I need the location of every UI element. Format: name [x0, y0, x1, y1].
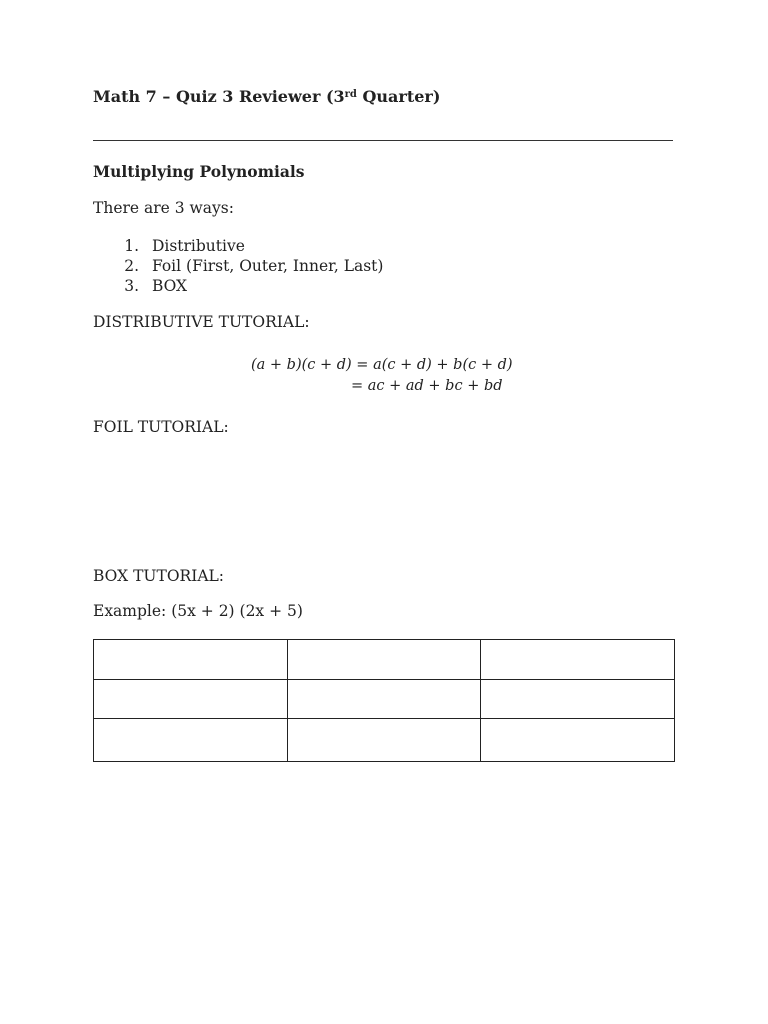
list-item [93, 236, 383, 256]
list-number: 3. [124, 277, 139, 295]
equation-line-1 [251, 357, 513, 373]
grid-cell [94, 640, 288, 680]
list-number: 2. [124, 257, 139, 275]
grid-cell [481, 640, 675, 680]
list-item [93, 276, 383, 296]
foil-heading: FOIL TUTORIAL: [93, 418, 229, 436]
distributive-heading: DISTRIBUTIVE TUTORIAL: [93, 313, 310, 331]
grid-cell [481, 719, 675, 762]
grid-cell [94, 680, 288, 719]
grid-cell [287, 640, 481, 680]
grid-cell [287, 719, 481, 762]
box-heading: BOX TUTORIAL: [93, 567, 225, 585]
box-example: Example: (5x + 2) (2x + 5) [93, 602, 303, 620]
list-item [93, 256, 383, 276]
grid-cell [94, 719, 288, 762]
equation-rhs-1: a(c + d) + b(c + d) [373, 357, 513, 373]
table-row [94, 680, 675, 719]
list-label: Foil (First, Outer, Inner, Last) [151, 257, 384, 275]
horizontal-divider [93, 140, 673, 141]
section-heading: Multiplying Polynomials [93, 162, 305, 181]
intro-text: There are 3 ways: [93, 199, 234, 217]
table-row [94, 640, 675, 680]
equation-line-2: = ac + ad + bc + bd [351, 378, 503, 394]
list-number: 1. [124, 237, 139, 255]
ways-list [93, 236, 383, 296]
grid-cell [481, 680, 675, 719]
title-superscript: rd [344, 89, 357, 100]
list-label: BOX [151, 277, 188, 295]
page-title: Math 7 – Quiz 3 Reviewer (3rd Quarter) [93, 87, 441, 106]
list-label: Distributive [151, 237, 245, 255]
table-row [94, 719, 675, 762]
box-grid [93, 639, 675, 762]
grid-cell [287, 680, 481, 719]
equation-lhs: (a + b)(c + d) = [251, 357, 374, 373]
